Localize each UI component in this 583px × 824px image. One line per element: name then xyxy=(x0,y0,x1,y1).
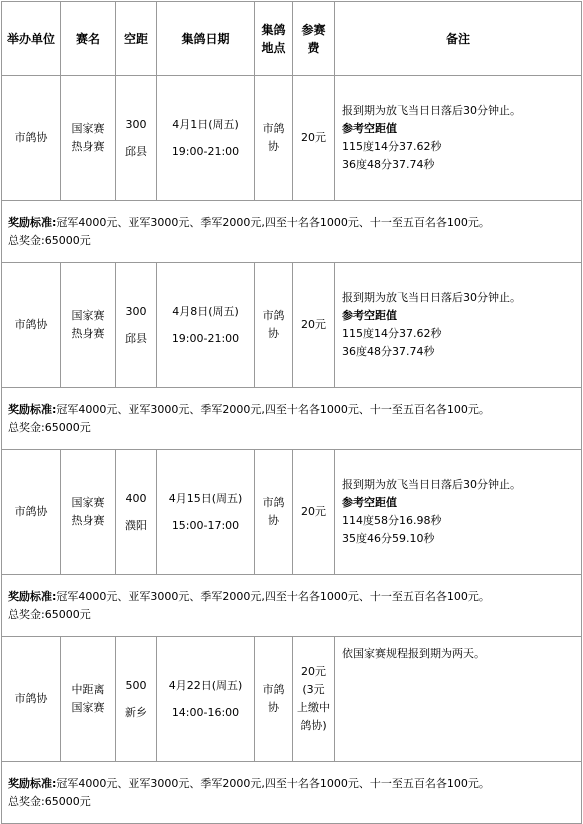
race-distance-value: 300 xyxy=(125,304,147,318)
award-row xyxy=(2,388,582,450)
race-place-line: 协 xyxy=(268,327,279,340)
award-row xyxy=(2,201,582,263)
race-fee xyxy=(293,263,335,388)
race-name-line: 国家赛 xyxy=(71,701,105,714)
race-fee-line: 20元 xyxy=(301,505,326,518)
race-place-line: 协 xyxy=(268,140,279,153)
note-latitude: 36度48分37.74秒 xyxy=(342,158,435,171)
race-note xyxy=(335,637,582,762)
race-org: 市鸽协 xyxy=(2,76,61,201)
award-total: 总奖金:65000元 xyxy=(8,420,91,434)
race-place xyxy=(255,450,293,575)
award-text: 冠军4000元、亚军3000元、季军2000元,四至十名各1000元、十一至五百名各100元。 xyxy=(56,215,490,229)
award-cell xyxy=(2,201,582,263)
race-distance xyxy=(116,263,157,388)
note-longitude: 114度58分16.98秒 xyxy=(342,514,442,527)
race-distance-value: 500 xyxy=(125,678,147,692)
race-schedule-table xyxy=(1,1,582,824)
award-label: 奖励标准: xyxy=(8,776,57,790)
race-name-line: 热身赛 xyxy=(71,327,105,340)
race-location: 新乡 xyxy=(125,705,147,719)
note-longitude: 115度14分37.62秒 xyxy=(342,327,442,340)
race-date-value: 4月22日(周五) xyxy=(168,678,243,692)
race-date xyxy=(157,637,255,762)
race-time: 15:00-17:00 xyxy=(171,518,240,532)
award-label: 奖励标准: xyxy=(8,589,57,603)
race-fee xyxy=(293,637,335,762)
award-cell xyxy=(2,388,582,450)
race-location: 濮阳 xyxy=(125,518,147,532)
race-note xyxy=(335,450,582,575)
race-date xyxy=(157,76,255,201)
race-name-line: 国家赛 xyxy=(71,496,105,509)
award-total: 总奖金:65000元 xyxy=(8,607,91,621)
race-fee-line: 20元 xyxy=(301,318,326,331)
race-name-line: 国家赛 xyxy=(71,122,105,135)
race-row xyxy=(2,450,582,575)
note-reference-title: 参考空距值 xyxy=(342,309,397,322)
race-place-line: 市鸽 xyxy=(262,496,285,509)
header-date: 集鸽日期 xyxy=(157,2,255,76)
header-distance: 空距 xyxy=(116,2,157,76)
race-fee-line: (3元 xyxy=(302,683,325,696)
race-name-line: 热身赛 xyxy=(71,514,105,527)
race-org: 市鸽协 xyxy=(2,263,61,388)
race-distance xyxy=(116,637,157,762)
race-time: 19:00-21:00 xyxy=(171,144,240,158)
race-time: 14:00-16:00 xyxy=(171,705,240,719)
race-name xyxy=(61,450,116,575)
header-row xyxy=(2,2,582,76)
award-cell xyxy=(2,575,582,637)
race-place-line: 市鸽 xyxy=(262,122,285,135)
award-text: 冠军4000元、亚军3000元、季军2000元,四至十名各1000元、十一至五百名各100元。 xyxy=(56,589,490,603)
race-name xyxy=(61,637,116,762)
race-fee-line: 20元 xyxy=(301,665,326,678)
award-text: 冠军4000元、亚军3000元、季军2000元,四至十名各1000元、十一至五百名各100元。 xyxy=(56,402,490,416)
header-name: 赛名 xyxy=(61,2,116,76)
award-total: 总奖金:65000元 xyxy=(8,233,91,247)
race-distance-value: 400 xyxy=(125,491,147,505)
race-date-value: 4月8日(周五) xyxy=(172,304,239,318)
race-row xyxy=(2,76,582,201)
race-row xyxy=(2,263,582,388)
award-row xyxy=(2,762,582,824)
note-text: 报到期为放飞当日日落后30分钟止。 xyxy=(342,478,521,491)
race-name-line: 中距离 xyxy=(71,683,105,696)
race-distance xyxy=(116,450,157,575)
note-text: 依国家赛规程报到期为两天。 xyxy=(342,647,485,660)
race-place-line: 市鸽 xyxy=(262,309,285,322)
race-time: 19:00-21:00 xyxy=(171,331,240,345)
note-longitude: 115度14分37.62秒 xyxy=(342,140,442,153)
race-org: 市鸽协 xyxy=(2,637,61,762)
table-body xyxy=(2,76,582,824)
header-note: 备注 xyxy=(335,2,582,76)
race-fee-line: 上缴中 xyxy=(297,701,330,714)
header-place: 集鸽地点 xyxy=(255,2,293,76)
note-latitude: 35度46分59.10秒 xyxy=(342,532,435,545)
note-text: 报到期为放飞当日日落后30分钟止。 xyxy=(342,104,521,117)
race-date xyxy=(157,450,255,575)
award-total: 总奖金:65000元 xyxy=(8,794,91,808)
note-text: 报到期为放飞当日日落后30分钟止。 xyxy=(342,291,521,304)
header-fee: 参赛费 xyxy=(293,2,335,76)
race-note xyxy=(335,263,582,388)
race-name-line: 国家赛 xyxy=(71,309,105,322)
race-location: 邱县 xyxy=(125,331,147,345)
race-place-line: 市鸽 xyxy=(262,683,285,696)
race-name xyxy=(61,76,116,201)
race-row xyxy=(2,637,582,762)
award-label: 奖励标准: xyxy=(8,402,57,416)
award-text: 冠军4000元、亚军3000元、季军2000元,四至十名各1000元、十一至五百名各100元。 xyxy=(56,776,490,790)
race-fee-line: 20元 xyxy=(301,131,326,144)
race-distance-value: 300 xyxy=(125,117,147,131)
race-date-value: 4月15日(周五) xyxy=(168,491,243,505)
race-place xyxy=(255,76,293,201)
race-place xyxy=(255,637,293,762)
note-reference-title: 参考空距值 xyxy=(342,122,397,135)
race-place xyxy=(255,263,293,388)
race-note xyxy=(335,76,582,201)
race-fee xyxy=(293,76,335,201)
race-fee xyxy=(293,450,335,575)
award-row xyxy=(2,575,582,637)
race-org: 市鸽协 xyxy=(2,450,61,575)
race-date xyxy=(157,263,255,388)
race-name xyxy=(61,263,116,388)
race-name-line: 热身赛 xyxy=(71,140,105,153)
race-distance xyxy=(116,76,157,201)
award-label: 奖励标准: xyxy=(8,215,57,229)
race-fee-line: 鸽协) xyxy=(300,719,327,732)
race-place-line: 协 xyxy=(268,514,279,527)
award-cell xyxy=(2,762,582,824)
header-org: 举办单位 xyxy=(2,2,61,76)
note-reference-title: 参考空距值 xyxy=(342,496,397,509)
note-latitude: 36度48分37.74秒 xyxy=(342,345,435,358)
race-location: 邱县 xyxy=(125,144,147,158)
race-date-value: 4月1日(周五) xyxy=(172,117,239,131)
race-place-line: 协 xyxy=(268,701,279,714)
